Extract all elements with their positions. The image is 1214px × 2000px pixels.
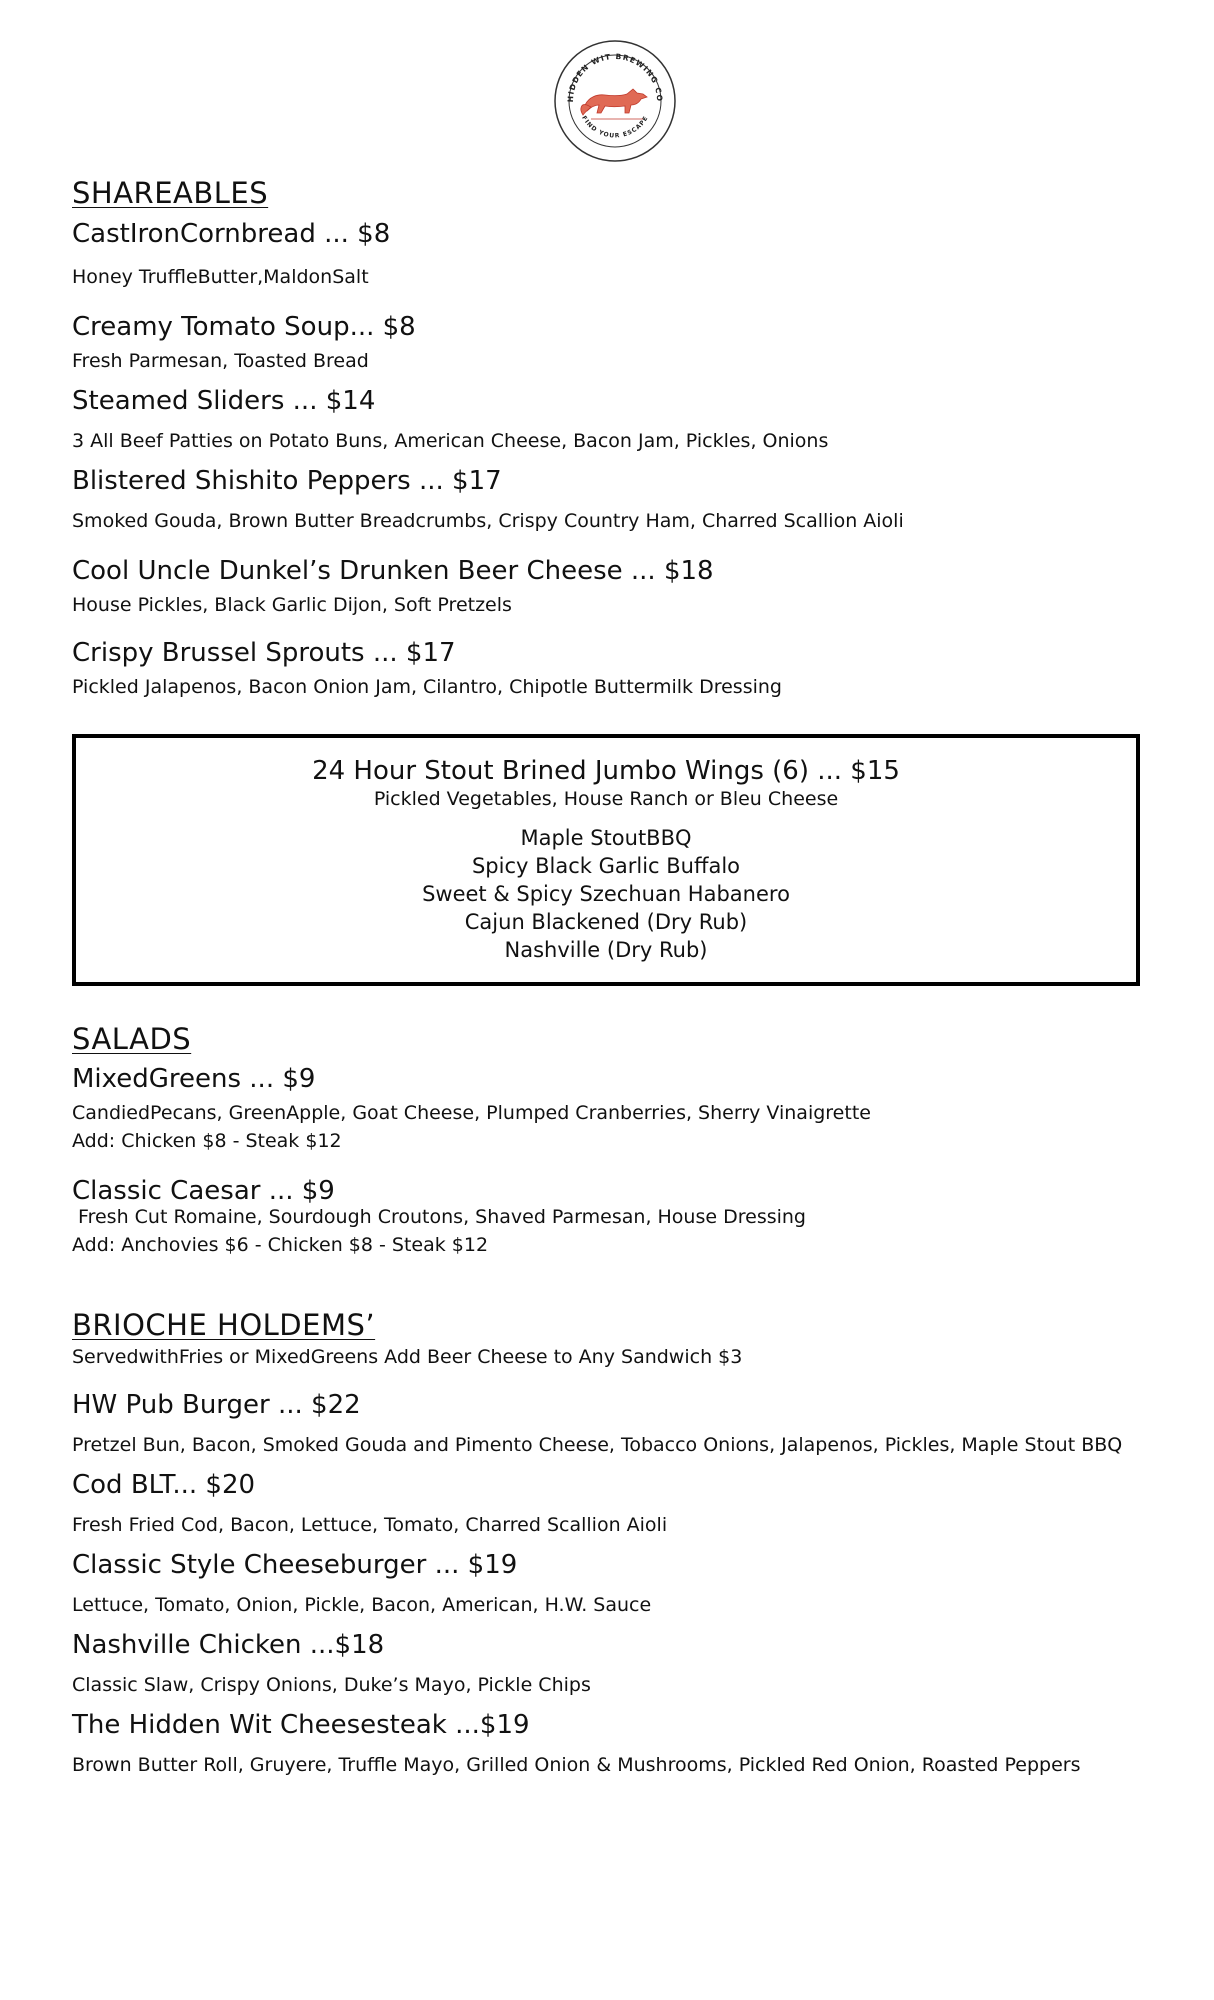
menu-item-desc: Pickled Jalapenos, Bacon Onion Jam, Cilantro, Chipotle Buttermilk Dressing	[72, 676, 782, 698]
menu-item-desc: Fresh Parmesan, Toasted Bread	[72, 350, 369, 372]
menu-item-name: MixedGreens ... $9	[72, 1064, 316, 1094]
menu-item-name: Blistered Shishito Peppers ... $17	[72, 466, 502, 496]
menu-item-name: CastIronCornbread ... $8	[72, 219, 391, 249]
menu-item-name: Creamy Tomato Soup... $8	[72, 312, 416, 342]
menu-item-name: Classic Caesar ... $9	[72, 1176, 335, 1206]
logo-ring-text-bottom: FIND YOUR ESCAPE	[580, 114, 650, 140]
menu-item-desc: Fresh Cut Romaine, Sourdough Croutons, Shaved Parmesan, House Dressing	[72, 1206, 806, 1228]
menu-item-desc: 3 All Beef Patties on Potato Buns, American Cheese, Bacon Jam, Pickles, Onions	[72, 430, 829, 452]
wings-desc: Pickled Vegetables, House Ranch or Bleu Cheese	[373, 788, 839, 810]
menu-item-name: Cod BLT... $20	[72, 1470, 256, 1500]
menu-item-desc: Brown Butter Roll, Gruyere, Truffle Mayo, Grilled Onion & Mushrooms, Pickled Red Onion, Roasted Peppers	[72, 1754, 1081, 1776]
menu-item-name: HW Pub Burger ... $22	[72, 1390, 361, 1420]
wings-flavor: Maple StoutBBQ	[520, 826, 692, 850]
section-title-brioche: BRIOCHE HOLDEMS’	[72, 1308, 376, 1342]
menu-item-name: The Hidden Wit Cheesesteak ...$19	[72, 1710, 530, 1740]
menu-item-name: Nashville Chicken ...$18	[72, 1630, 385, 1660]
menu-item-addons: Add: Anchovies $6 - Chicken $8 - Steak $12	[72, 1234, 489, 1256]
wings-flavor: Nashville (Dry Rub)	[504, 938, 708, 962]
brewery-logo	[553, 39, 677, 163]
menu-item-desc: CandiedPecans, GreenApple, Goat Cheese, Plumped Cranberries, Sherry Vinaigrette	[72, 1102, 871, 1124]
menu-item-desc: Fresh Fried Cod, Bacon, Lettuce, Tomato, Charred Scallion Aioli	[72, 1514, 668, 1536]
logo-ring-text-top: HIDDEN WIT BREWING CO	[565, 51, 665, 103]
wings-flavor: Spicy Black Garlic Buffalo	[471, 854, 741, 878]
menu-item-desc: Classic Slaw, Crispy Onions, Duke’s Mayo, Pickle Chips	[72, 1674, 591, 1696]
wings-flavor: Sweet & Spicy Szechuan Habanero	[422, 882, 790, 906]
menu-item-name: Classic Style Cheeseburger ... $19	[72, 1550, 518, 1580]
menu-item-desc: Honey TruffleButter,MaldonSalt	[72, 266, 369, 288]
menu-item-name: Steamed Sliders ... $14	[72, 386, 376, 416]
section-title-salads: SALADS	[72, 1022, 192, 1056]
wings-title: 24 Hour Stout Brined Jumbo Wings (6) ... $15	[312, 756, 900, 786]
menu-item-desc: Smoked Gouda, Brown Butter Breadcrumbs, Crispy Country Ham, Charred Scallion Aioli	[72, 510, 904, 532]
wings-feature-box	[72, 734, 1140, 986]
section-title-shareables: SHAREABLES	[72, 176, 269, 210]
menu-item-desc: Pretzel Bun, Bacon, Smoked Gouda and Pimento Cheese, Tobacco Onions, Jalapenos, Pickles, Maple Stout BBQ	[72, 1434, 1123, 1456]
section-subtitle-brioche: ServedwithFries or MixedGreens Add Beer Cheese to Any Sandwich $3	[72, 1346, 743, 1368]
menu-item-name: Crispy Brussel Sprouts ... $17	[72, 638, 456, 668]
menu-item-desc: House Pickles, Black Garlic Dijon, Soft Pretzels	[72, 594, 512, 616]
menu-item-addons: Add: Chicken $8 - Steak $12	[72, 1130, 342, 1152]
wings-flavor: Cajun Blackened (Dry Rub)	[464, 910, 748, 934]
menu-item-name: Cool Uncle Dunkel’s Drunken Beer Cheese ... $18	[72, 556, 714, 586]
fox-icon	[553, 39, 677, 163]
menu-item-desc: Lettuce, Tomato, Onion, Pickle, Bacon, American, H.W. Sauce	[72, 1594, 652, 1616]
